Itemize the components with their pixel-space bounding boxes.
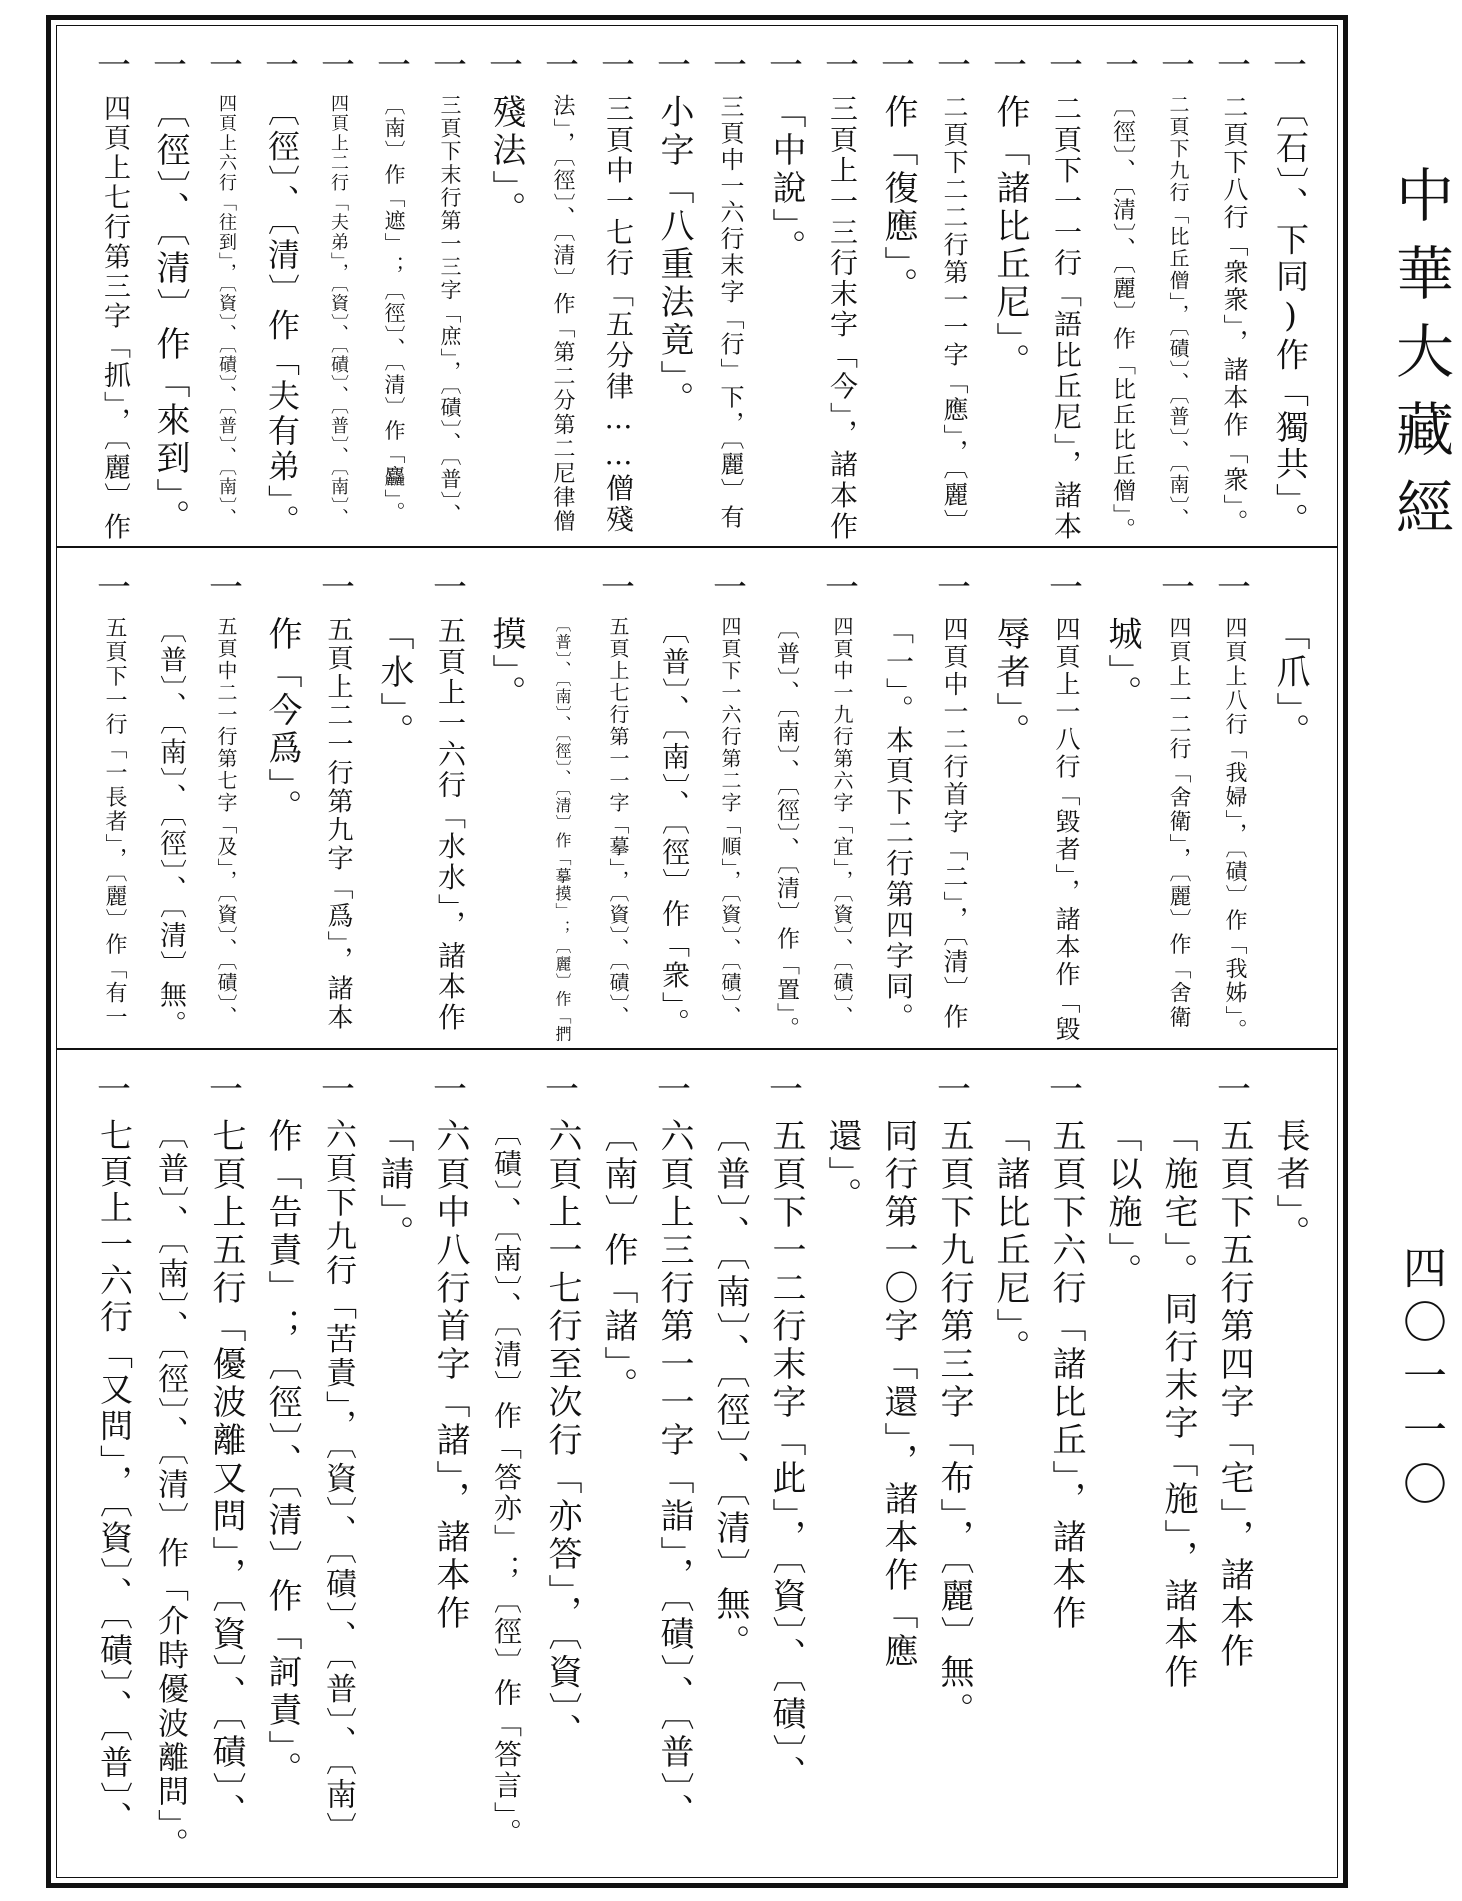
note-column: [198, 566, 254, 1032]
note-text: 四頁中一二行首字「二」，〔清〕作: [940, 616, 969, 1031]
note-column: [86, 44, 142, 546]
sutra-title: 中華大藏經: [1386, 165, 1454, 555]
entry-marker: [478, 566, 534, 616]
note-column: [534, 566, 590, 1047]
note-text: 城」。: [1102, 616, 1142, 713]
entry-marker: 一: [97, 568, 131, 608]
entry-marker: 一: [265, 46, 299, 86]
note-column: [1038, 566, 1094, 1048]
note-column: [310, 1068, 366, 1851]
entry-marker: [702, 1068, 758, 1118]
note-text: 五頁中二一行第七字「及」，〔資〕、〔磧〕、: [214, 616, 238, 1028]
entry-marker: [814, 1068, 870, 1118]
note-text: 同行第一〇字「還」，諸本作「應: [878, 1118, 918, 1671]
note-text: 五頁下一行「一長者」，〔麗〕作「有一: [102, 616, 127, 1030]
entry-marker: 一: [1049, 1070, 1083, 1110]
note-column: [982, 1068, 1038, 1371]
note-text: 四頁上七行第三字「抓」，〔麗〕作: [99, 94, 130, 543]
note-text: 〔普〕、〔南〕、〔徑〕、〔清〕作「置」。: [773, 616, 799, 1042]
note-column: [870, 44, 926, 309]
note-text: 四頁中一九行第六字「宜」，〔資〕、〔磧〕、: [830, 616, 854, 1028]
note-text: 五頁下一二行末字「此」，〔資〕、〔磧〕、: [766, 1118, 806, 1793]
entry-marker: 一: [545, 1070, 579, 1110]
entry-marker: 一: [657, 1070, 691, 1110]
note-text: 二頁下九行「比丘僧」，〔磧〕、〔普〕、〔南〕、: [1166, 94, 1190, 530]
entry-marker: 一: [321, 568, 355, 608]
entry-marker: [1262, 566, 1318, 616]
note-column: [870, 1068, 926, 1675]
entry-marker: [534, 566, 590, 616]
note-column: [254, 566, 310, 831]
entry-marker: [870, 566, 926, 616]
note-text: 摸」。: [486, 616, 526, 713]
note-text: 長者」。: [1270, 1118, 1310, 1253]
note-column: [926, 1068, 982, 1734]
note-column: [814, 44, 870, 546]
note-column: [646, 1068, 702, 1835]
note-text: 「一」。本頁下二行第四字同。: [882, 616, 915, 1034]
note-column: [926, 566, 982, 1035]
page-frame: [46, 15, 1348, 1888]
entry-marker: 一: [769, 46, 803, 86]
entry-marker: [478, 1068, 534, 1118]
note-text: 四頁上八行「我婦」，〔磧〕作「我姊」。: [1222, 616, 1247, 1043]
entry-marker: 一: [601, 568, 635, 608]
note-column: [646, 44, 702, 423]
entry-marker: [254, 1068, 310, 1118]
note-column: [702, 566, 758, 1032]
entry-marker: 一: [937, 1070, 971, 1110]
entry-marker: 一: [97, 1070, 131, 1110]
section-bottom: [57, 1050, 1337, 1870]
note-column: [310, 566, 366, 1036]
note-column: [142, 1068, 198, 1866]
note-text: 五頁下九行第三字「布」，〔麗〕無。: [934, 1118, 974, 1730]
note-column: [1262, 44, 1318, 543]
note-column: [982, 44, 1038, 385]
note-column: [422, 1068, 478, 1637]
section-top: [57, 26, 1337, 546]
note-column: [254, 44, 310, 543]
entry-marker: [1262, 1068, 1318, 1118]
note-column: [702, 44, 758, 535]
note-text: 六頁上三行第一一字「詣」，〔磧〕、〔普〕、: [654, 1118, 694, 1831]
entry-marker: 一: [321, 1070, 355, 1110]
note-column: [1262, 1068, 1318, 1257]
entry-marker: [142, 566, 198, 616]
note-text: 五頁下五行第四字「宅」，諸本作: [1214, 1118, 1254, 1671]
note-text: 〔徑〕、〔清〕作「來到」。: [150, 94, 190, 537]
note-text: 五頁下六行「諸比丘」，諸本作: [1046, 1118, 1086, 1633]
note-text: 小字「八重法竟」。: [654, 94, 694, 419]
note-column: [1206, 44, 1262, 541]
entry-marker: 一: [1105, 46, 1139, 86]
entry-marker: 一: [377, 46, 411, 86]
note-text: 〔普〕、〔南〕、〔徑〕、〔清〕無。: [710, 1118, 750, 1662]
note-text: 五頁上一六行「水水」，諸本作: [434, 616, 467, 1034]
note-column: [142, 44, 198, 541]
note-text: 六頁上一七行至次行「亦答」，〔資〕、: [542, 1118, 582, 1751]
entry-marker: 一: [1217, 568, 1251, 608]
note-text: 「請」。: [374, 1118, 414, 1253]
note-text: 三頁上一三行末字「今」，諸本作: [826, 94, 859, 542]
note-column: [870, 566, 926, 1037]
entry-marker: [758, 566, 814, 616]
entry-marker: [982, 566, 1038, 616]
note-text: 作「告責」；〔徑〕、〔清〕作「訶責」。: [262, 1118, 302, 1789]
note-column: [366, 44, 422, 529]
note-text: 「以施」。: [1102, 1118, 1142, 1291]
note-text: 七頁上一六行「又問」，〔資〕、〔磧〕、〔普〕、: [95, 1118, 134, 1838]
entry-marker: 一: [993, 46, 1027, 86]
note-column: [1150, 44, 1206, 534]
entry-marker: [982, 1068, 1038, 1118]
note-text: 四頁上六行「往到」，〔資〕、〔磧〕、〔普〕、〔南〕、: [216, 94, 237, 528]
note-column: [590, 1068, 646, 1409]
entry-marker: [366, 1068, 422, 1118]
note-column: [590, 566, 646, 1032]
note-column: [478, 566, 534, 717]
note-text: 二頁下一一行「語比丘尼」，諸本: [1050, 94, 1083, 542]
note-column: [1262, 566, 1318, 755]
note-text: 〔普〕、〔南〕、〔徑〕作「衆」。: [658, 616, 691, 1039]
note-text: 四頁下一六行第二字「順」，〔資〕、〔磧〕、: [718, 616, 742, 1028]
note-text: 二頁下八行「衆衆」，諸本作「衆」。: [1220, 94, 1249, 537]
note-text: 〔普〕、〔南〕、〔徑〕、〔清〕作「介時優波離問」。: [152, 1118, 188, 1862]
note-column: [1206, 1068, 1262, 1675]
entry-marker: 一: [825, 568, 859, 608]
entry-marker: 一: [433, 46, 467, 86]
note-text: 四頁上一八行「毀者」，諸本作「毀: [1052, 616, 1081, 1044]
entry-marker: 一: [433, 568, 467, 608]
entry-marker: [142, 1068, 198, 1118]
note-column: [702, 1068, 758, 1666]
entry-marker: 一: [657, 46, 691, 86]
entry-marker: 一: [1217, 46, 1251, 86]
entry-marker: 一: [209, 1070, 243, 1110]
entry-marker: 一: [153, 46, 187, 86]
note-text: 作「復應」。: [878, 94, 918, 305]
note-text: 四頁上一二行「舍衛」，〔麗〕作「舍衛: [1166, 616, 1191, 1030]
entry-marker: 一: [1049, 46, 1083, 86]
note-text: 四頁上二行「夫弟」，〔資〕、〔磧〕、〔普〕、〔南〕、: [328, 94, 349, 528]
entry-marker: 一: [209, 46, 243, 86]
note-text: 〔徑〕、〔清〕、〔麗〕作「比丘比丘僧」。: [1109, 94, 1135, 543]
note-text: 三頁中一六行末字「行」下，〔麗〕有: [716, 94, 744, 531]
entry-marker: 一: [881, 46, 915, 86]
note-text: 〔徑〕、〔清〕作「夫有弟」。: [263, 94, 301, 539]
note-column: [758, 1068, 814, 1797]
note-text: 〔南〕作「遮」；〔徑〕、〔清〕作「麤」。: [382, 94, 406, 525]
note-column: [982, 566, 1038, 755]
note-column: [758, 44, 814, 271]
note-text: 二頁下二二行第一一字「應」，〔麗〕: [940, 94, 969, 537]
note-column: [86, 1068, 142, 1841]
entry-marker: [254, 566, 310, 616]
note-column: [534, 44, 590, 538]
note-column: [366, 1068, 422, 1257]
note-column: [590, 44, 646, 539]
entry-marker: 一: [1049, 568, 1083, 608]
note-column: [1038, 1068, 1094, 1637]
entry-marker: [870, 1068, 926, 1118]
section-middle: [57, 548, 1337, 1048]
note-column: [310, 44, 366, 532]
note-column: [198, 44, 254, 532]
note-column: [1094, 566, 1150, 717]
note-text: 〔普〕、〔南〕、〔徑〕、〔清〕無。: [155, 616, 186, 1040]
entry-marker: [1150, 1068, 1206, 1118]
entry-marker: 一: [1161, 568, 1195, 608]
note-text: 殘法」。: [486, 94, 526, 229]
entry-marker: 一: [713, 568, 747, 608]
note-text: 〔南〕作「諸」。: [598, 1118, 638, 1405]
note-column: [926, 44, 982, 541]
note-text: 法」，〔徑〕、〔清〕作「第二分第二尼律僧: [550, 94, 575, 534]
note-column: [478, 1068, 534, 1853]
note-text: 辱者」。: [990, 616, 1030, 751]
note-text: 〔磧〕、〔南〕、〔清〕作「答亦」；〔徑〕作「答言」。: [490, 1118, 523, 1849]
entry-marker: 一: [1273, 46, 1307, 86]
note-column: [422, 566, 478, 1037]
entry-marker: [590, 1068, 646, 1118]
entry-marker: 一: [937, 568, 971, 608]
note-text: 六頁下九行「苦責」，〔資〕、〔磧〕、〔普〕、〔南〕: [320, 1118, 356, 1847]
entry-marker: 一: [545, 46, 579, 86]
entry-marker: [1094, 566, 1150, 616]
note-column: [758, 566, 814, 1046]
entry-marker: [646, 566, 702, 616]
note-text: 〔石〕、下同)作「獨共」。: [1271, 94, 1310, 539]
entry-marker: 一: [713, 46, 747, 86]
note-text: 三頁中一七行「五分律……僧殘: [602, 94, 635, 536]
page-frame-inner: [56, 25, 1338, 1878]
note-column: [534, 1068, 590, 1755]
note-column: [86, 566, 142, 1034]
page-number: 四〇一一〇: [1395, 1245, 1446, 1515]
note-column: [198, 1068, 254, 1835]
entry-marker: 一: [489, 46, 523, 86]
note-column: [814, 1068, 870, 1219]
note-text: 「中說」。: [766, 94, 806, 267]
note-text: 六頁中八行首字「諸」，諸本作: [430, 1118, 470, 1633]
note-column: [254, 1068, 310, 1793]
note-column: [1150, 566, 1206, 1034]
note-text: 還」。: [822, 1118, 862, 1215]
entry-marker: 一: [1161, 46, 1195, 86]
note-column: [478, 44, 534, 233]
note-column: [814, 566, 870, 1032]
note-column: [1150, 1068, 1206, 1696]
note-text: 「諸比丘尼」。: [990, 1118, 1030, 1367]
note-text: 作「今爲」。: [262, 616, 302, 827]
note-text: 「爪」。: [1270, 616, 1310, 751]
note-column: [646, 566, 702, 1043]
note-column: [422, 44, 478, 531]
entry-marker: [366, 566, 422, 616]
note-text: 三頁下末行第一三字「庶」，〔磧〕、〔普〕、: [438, 94, 462, 527]
entry-marker: 一: [433, 1070, 467, 1110]
entry-marker: 一: [321, 46, 355, 86]
note-column: [1094, 44, 1150, 547]
note-column: [366, 566, 422, 755]
note-text: 「施宅」。同行末字「施」，諸本作: [1158, 1118, 1198, 1692]
note-text: 「水」。: [374, 616, 414, 751]
note-column: [142, 566, 198, 1044]
note-text: 五頁上二一行第九字「爲」，諸本: [323, 616, 353, 1032]
entry-marker: 一: [601, 46, 635, 86]
note-column: [1206, 566, 1262, 1047]
entry-marker: [1094, 1068, 1150, 1118]
entry-marker: 一: [97, 46, 131, 86]
note-text: 五頁上七行第一一字「摹」，〔資〕、〔磧〕、: [606, 616, 630, 1028]
note-text: 七頁上五行「優波離又問」，〔資〕、〔磧〕、: [206, 1118, 246, 1831]
entry-marker: 一: [769, 1070, 803, 1110]
entry-marker: 一: [1217, 1070, 1251, 1110]
note-text: 〔普〕、〔南〕、〔徑〕、〔清〕作「摹摸」；〔麗〕作「捫: [553, 616, 572, 1044]
entry-marker: 一: [209, 568, 243, 608]
note-column: [1038, 44, 1094, 546]
entry-marker: 一: [937, 46, 971, 86]
note-text: 作「諸比丘尼」。: [990, 94, 1030, 381]
entry-marker: 一: [825, 46, 859, 86]
note-column: [1094, 1068, 1150, 1295]
